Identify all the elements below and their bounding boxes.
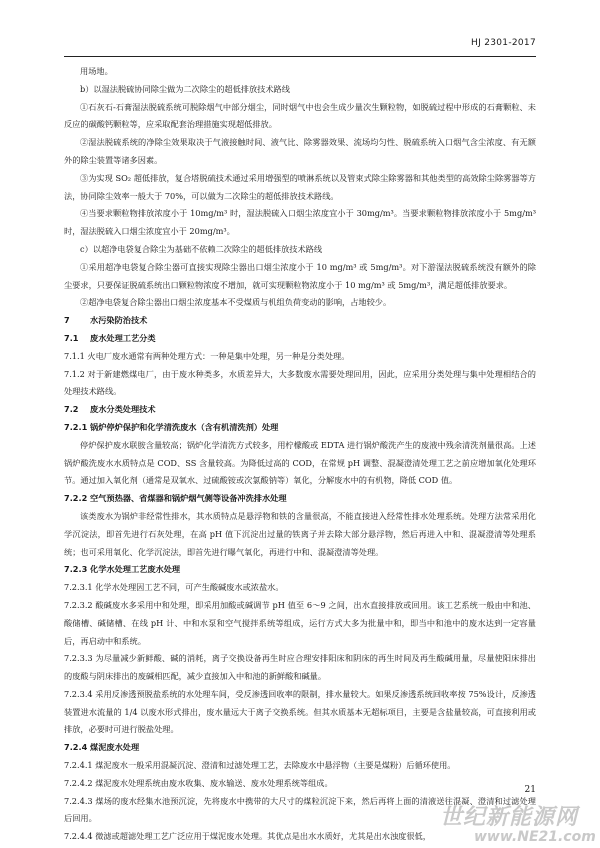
section-heading bbox=[64, 739, 536, 757]
paragraph: ③为实现 SO₂ 超低排放，复合塔脱硫技术通过采用增强型的喷淋系统以及管束式除尘除雾器和其他类型的高效除尘除雾器等方法，协同除尘效率一般大于 70%，可以做为二次除尘的超低排放技术路线。 bbox=[64, 172, 536, 201]
section-title: 废水分类处理技术 bbox=[90, 404, 156, 415]
page-number: 21 bbox=[524, 785, 536, 795]
clause: 7.2.4.4 微滤或超滤处理工艺广泛应用于煤泥废水处理。其优点是出水水质好，尤其是出水浊度很低， bbox=[64, 831, 431, 842]
section-title: 化学水处理工艺废水处理 bbox=[90, 564, 181, 575]
clause: 7.2.4.1 煤泥废水一般采用混凝沉淀、澄清和过滤处理工艺，去除废水中悬浮物（主要是煤粉）后循环使用。 bbox=[64, 760, 456, 771]
section-heading bbox=[64, 419, 536, 437]
section-number: 7.2.3 bbox=[64, 564, 88, 575]
clause: 7.2.3.3 为尽量减少新鲜酸、碱的消耗，离子交换设备再生时应合理安排阳床和阴床的再生时间及再生酸碱用量，尽量使阳床排出的废酸与阴床排出的废碱相匹配，减少直接加入中和池的新鲜酸和碱量。 bbox=[64, 653, 536, 682]
section-number: 7 bbox=[64, 315, 70, 326]
paragraph: c）以超净电袋复合除尘为基础不依赖二次除尘的超低排放技术路线 bbox=[80, 243, 323, 254]
section-heading bbox=[64, 401, 536, 419]
section-heading bbox=[64, 490, 536, 508]
section-title: 锅炉停炉保护和化学清洗废水（含有机清洗剂）处理 bbox=[90, 421, 279, 432]
section-number: 7.2.2 bbox=[64, 493, 88, 504]
section-number: 7.2.1 bbox=[64, 421, 88, 432]
section-number: 7.2 bbox=[64, 404, 79, 415]
clause: 7.1.1 火电厂废水通常有两种处理方式：一种是集中处理，另一种是分类处理。 bbox=[64, 350, 350, 361]
section-heading bbox=[64, 330, 536, 348]
paragraph: 停炉保护废水联胺含量较高；锅炉化学清洗方式较多，用柠檬酸或 EDTA 进行锅炉酸洗产生的废液中残余清洗剂量很高。上述锅炉酸洗废水水质特点是 COD、SS 含量较高。为降低过高的 COD，在常规 pH 调整、混凝澄清处理工艺之前应增加氧化处理环节。通过加入氧化剂（通常是双氧水、过硫酸铵或次氯酸钠等）氧化，分解废水中的有机物，降低 COD 值。 bbox=[64, 439, 536, 486]
site-watermark bbox=[440, 800, 596, 845]
watermark-url: www.NE21.com bbox=[474, 829, 596, 845]
paragraph: ②湿法脱硫系统的净除尘效果取决于气液接触时间、液气比、除雾器效果、流场均匀性、脱硫系统入口烟气含尘浓度、有无额外的除尘装置等诸多因素。 bbox=[64, 137, 536, 165]
clause: 7.2.3.1 化学水处理因工艺不同，可产生酸碱废水或浓盐水。 bbox=[64, 582, 284, 593]
clause: 7.2.3.4 采用反渗透预脱盐系统的水处理车间，受反渗透回收率的限制，排水量较大。如果反渗透系统回收率按 75%设计，反渗透装置进水流量的 1/4 以废水形式排出，废水量远大于离子交换系统。但其水质基本无超标项目，主要是含盐量较高，可直接利用或排放，必要时可进行脱盐处理。 bbox=[64, 688, 536, 735]
section-heading bbox=[64, 561, 536, 579]
document-body bbox=[64, 63, 536, 846]
clause: 7.2.4.2 煤泥废水处理系统由废水收集、废水输送、废水处理系统等组成。 bbox=[64, 777, 333, 788]
standard-code: HJ 2301-2017 bbox=[471, 38, 536, 48]
clause: 7.2.3.2 酸碱废水多采用中和处理，即采用加酸或碱调节 pH 值至 6～9 之间，出水直接排放或回用。该工艺系统一般由中和池、酸储槽、碱储槽、在线 pH 计、中和水泵和空气搅拌系统等组成，运行方式大多为批量中和，即当中和池中的废水达到一定容量后，再启动中和系统。 bbox=[64, 599, 536, 646]
paragraph: ①石灰石-石膏湿法脱硫系统可脱除烟气中部分烟尘，同时烟气中也会生成少量次生颗粒物，如脱硫过程中形成的石膏颗粒、未反应的碳酸钙颗粒等，应采取配套治理措施实现超低排放。 bbox=[64, 101, 536, 130]
paragraph: ④当要求颗粒物排放浓度小于 10mg/m³ 时，湿法脱硫入口烟尘浓度宜小于 30mg/m³。当要求颗粒物排放浓度小于 5mg/m³ 时，湿法脱硫入口烟尘浓度宜小于 20mg/m³。 bbox=[64, 208, 536, 237]
header-rule bbox=[64, 56, 536, 57]
section-number: 7.1 bbox=[64, 332, 79, 343]
paragraph: 该类废水为锅炉非经常性排水，其水质特点是悬浮物和铁的含量很高，不能直接进入经常性排水处理系统。处理方法常采用化学沉淀法，即首先进行石灰处理，在高 pH 值下沉淀出过量的铁离子并去除大部分悬浮物，然后再进入中和、混凝澄清等处理系统；也可采用氧化、化学沉淀法，即首先进行曝气氧化，再进行中和、混凝澄清等处理。 bbox=[64, 510, 536, 557]
watermark-title: 世纪新能源网 bbox=[440, 805, 579, 830]
clause: 7.2.4.3 煤场的废水经集水池预沉淀，先将废水中携带的大尺寸的煤粒沉淀下来，然后再将上面的清液送往混凝、澄清和过滤处理后回用。 bbox=[64, 795, 536, 824]
paragraph: ②超净电袋复合除尘器出口烟尘浓度基本不受煤质与机组负荷变动的影响，占地较少。 bbox=[80, 297, 392, 308]
paragraph: b）以湿法脱硫协同除尘做为二次除尘的超低排放技术路线 bbox=[80, 83, 290, 94]
clause: 7.1.2 对于新建燃煤电厂，由于废水种类多，水质差异大，大多数废水需要处理回用，因此，应采用分类处理与集中处理相结合的处理技术路线。 bbox=[64, 368, 536, 397]
section-heading bbox=[64, 312, 536, 330]
section-title: 废水处理工艺分类 bbox=[90, 332, 156, 343]
section-title: 煤泥废水处理 bbox=[90, 742, 140, 753]
paragraph: 用场地。 bbox=[80, 66, 113, 76]
section-title: 空气预热器、省煤器和锅炉烟气侧等设备冲洗排水处理 bbox=[90, 493, 287, 504]
section-title: 水污染防治技术 bbox=[90, 315, 148, 326]
paragraph: ①采用超净电袋复合除尘器可直接实现除尘器出口烟尘浓度小于 10 mg/m³ 或 5mg/m³。对下游湿法脱硫系统没有额外的除尘要求，只要保证脱硫系统出口颗粒物浓度不增加，就可实现颗粒物浓度小于 10 mg/m³ 或 5mg/m³，满足超低排放要求。 bbox=[64, 261, 536, 290]
section-number: 7.2.4 bbox=[64, 742, 88, 753]
